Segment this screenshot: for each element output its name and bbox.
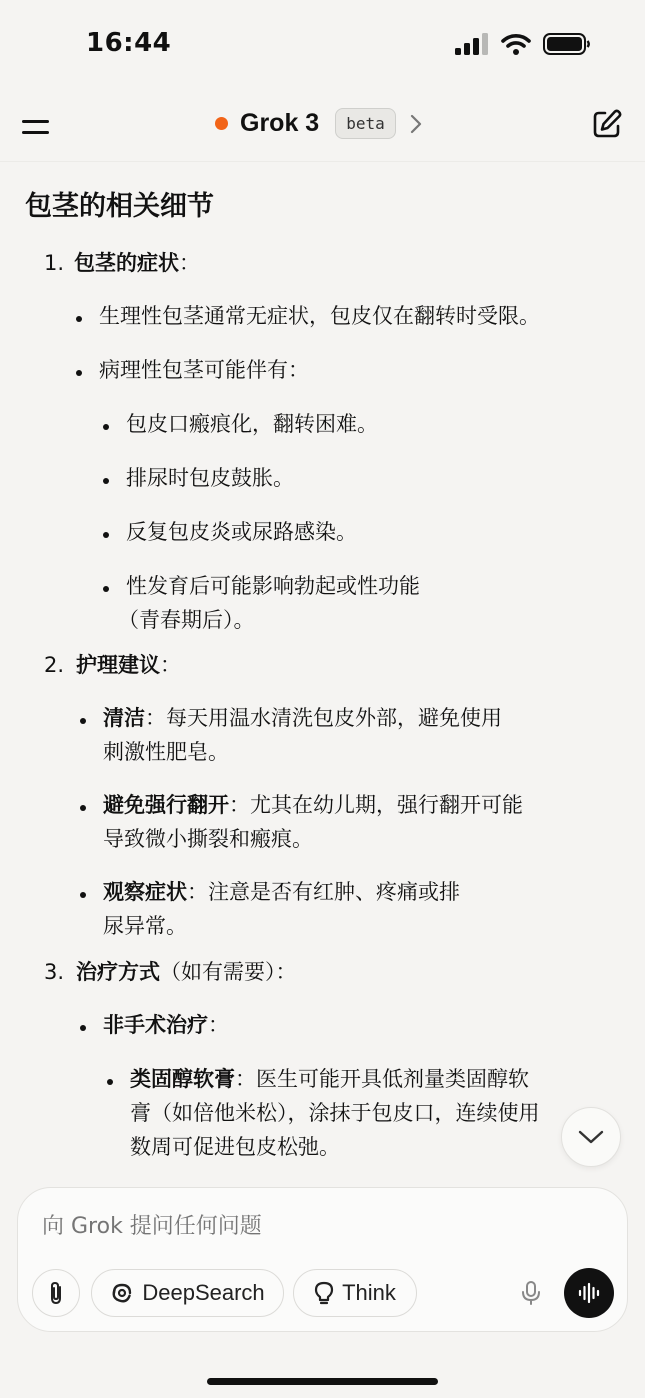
model-selector[interactable] [215, 108, 422, 139]
list-item-title [74, 246, 200, 280]
title-suffix: （如有需要）： [160, 960, 297, 984]
wifi-icon [501, 33, 531, 55]
list-item-label: 治疗方式 [76, 960, 160, 984]
list-item-title [76, 955, 297, 989]
voice-waveform-icon [577, 1282, 601, 1304]
item-label: 观察症状 [103, 880, 187, 904]
status-dot [215, 117, 228, 130]
list-item-title [76, 648, 181, 682]
list-item-continued: 尿异常。 [103, 914, 187, 938]
voice-mode-button[interactable] [564, 1268, 614, 1318]
battery-icon [543, 32, 591, 56]
beta-badge: beta [335, 108, 396, 139]
bullet [107, 1079, 113, 1085]
list-item-continued: 数周可促进包皮松弛。 [130, 1135, 340, 1159]
home-indicator [207, 1378, 438, 1385]
microphone-icon[interactable] [518, 1280, 544, 1306]
think-button[interactable] [293, 1269, 417, 1317]
paperclip-icon [46, 1280, 66, 1306]
list-item [103, 788, 523, 822]
cellular-signal-icon [455, 33, 489, 55]
chevron-down-icon [578, 1129, 604, 1145]
item-label: 非手术治疗 [103, 1013, 208, 1037]
item-text: ：医生可能开具低剂量类固醇软 [235, 1067, 529, 1091]
message-content [0, 162, 645, 1172]
bullet [80, 718, 86, 724]
deepsearch-label: DeepSearch [142, 1280, 265, 1305]
list-number: 1. [44, 251, 65, 275]
app-title: Grok 3 [240, 109, 320, 137]
deepsearch-icon [110, 1281, 134, 1305]
section-heading: 包茎的相关细节 [25, 191, 214, 222]
item-text: ：尤其在幼儿期，强行翻开可能 [229, 793, 523, 817]
item-label: 类固醇软膏 [130, 1067, 235, 1091]
list-item: 病理性包茎可能伴有： [99, 358, 309, 382]
list-number: 3. [44, 960, 65, 984]
bullet [103, 478, 109, 484]
list-item [130, 1062, 529, 1096]
bullet [103, 586, 109, 592]
bullet [80, 1025, 86, 1031]
item-label: 避免强行翻开 [103, 793, 229, 817]
composer [17, 1187, 628, 1332]
bullet [76, 316, 82, 322]
list-item-label: 护理建议 [76, 653, 160, 677]
bullet [103, 424, 109, 430]
bullet [80, 892, 86, 898]
list-item-continued: 刺激性肥皂。 [103, 740, 229, 764]
list-item [103, 701, 502, 735]
bullet [80, 805, 86, 811]
list-number: 2. [44, 653, 65, 677]
attach-button[interactable] [32, 1269, 80, 1317]
item-text: ：每天用温水清洗包皮外部，避免使用 [145, 706, 502, 730]
list-item: 排尿时包皮鼓胀。 [126, 466, 294, 490]
list-item-continued: 导致微小撕裂和瘢痕。 [103, 827, 313, 851]
list-item-continued: 膏（如倍他米松），涂抹于包皮口，连续使用 [130, 1101, 540, 1125]
lightbulb-icon [314, 1281, 334, 1305]
list-item: 生理性包茎通常无症状，包皮仅在翻转时受限。 [99, 304, 540, 328]
scroll-down-button[interactable] [561, 1107, 621, 1167]
colon: ： [208, 1013, 229, 1037]
menu-icon[interactable] [22, 114, 50, 138]
list-item: 性发育后可能影响勃起或性功能 [126, 574, 420, 598]
status-bar [0, 0, 645, 90]
colon: ： [160, 653, 181, 677]
bullet [76, 370, 82, 376]
think-label: Think [342, 1280, 396, 1305]
deepsearch-button[interactable] [91, 1269, 284, 1317]
list-item [103, 1008, 229, 1042]
compose-icon[interactable] [591, 108, 623, 140]
item-text: ：注意是否有红肿、疼痛或排 [187, 880, 460, 904]
list-item: 反复包皮炎或尿路感染。 [126, 520, 357, 544]
bullet [103, 532, 109, 538]
status-time: 16:44 [86, 28, 172, 58]
top-header [0, 90, 645, 162]
item-label: 清洁 [103, 706, 145, 730]
colon: ： [179, 251, 200, 275]
chevron-right-icon [410, 114, 422, 134]
list-item: 包皮口瘢痕化，翻转困难。 [126, 412, 378, 436]
prompt-input[interactable] [42, 1214, 542, 1239]
list-item-label: 包茎的症状 [74, 251, 179, 275]
status-icons [455, 32, 591, 56]
list-item [103, 875, 460, 909]
list-item-continued: （青春期后）。 [118, 608, 255, 632]
